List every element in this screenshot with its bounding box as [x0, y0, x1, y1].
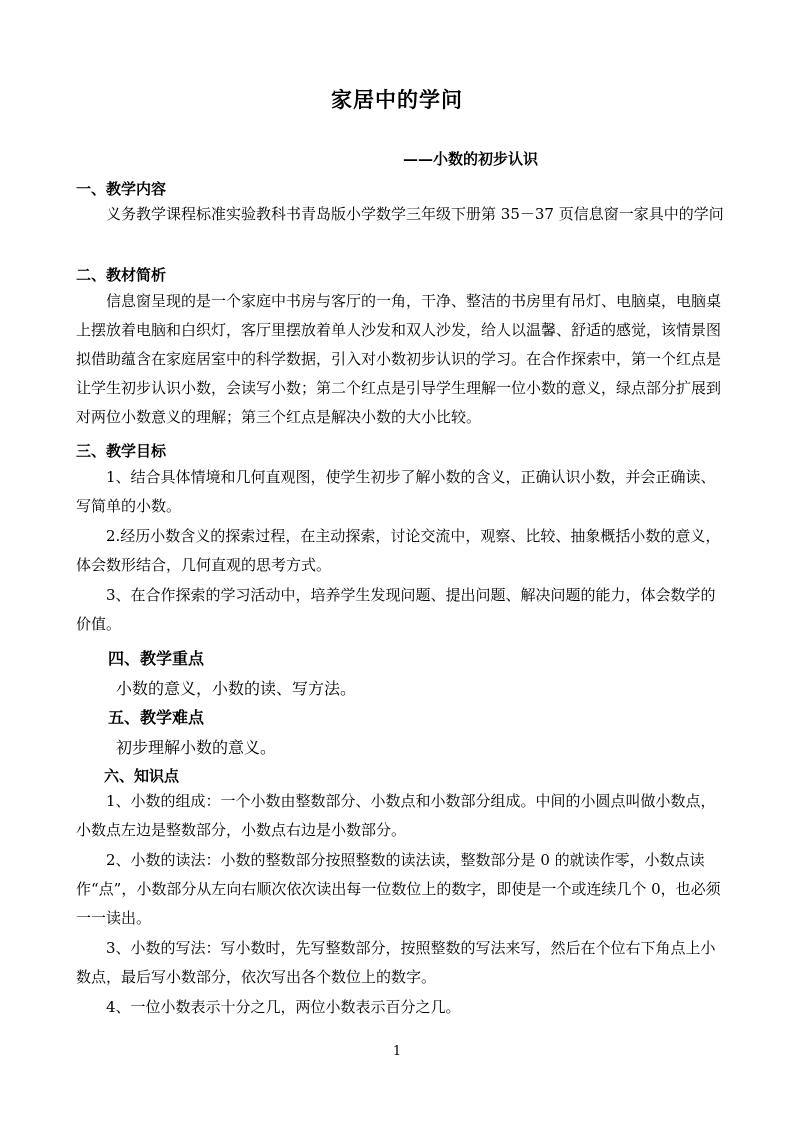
document-subtitle: ——小数的初步认识 [403, 150, 539, 168]
page-number: 1 [392, 1044, 402, 1059]
section-6-paragraph-3: 3、小数的写法：写小数时，先写整数部分，按照整数的写法来写，然后在个位右下角点上小数点，最后写小数部分，依次写出各个数位上的数字。 [76, 939, 716, 986]
section-3-heading: 三、教学目标 [76, 442, 167, 460]
section-3-paragraph-2: 2.经历小数含义的探索过程，在主动探索，讨论交流中，观察、比较、抽象概括小数的意义，体会数形结合，几何直观的思考方式。 [76, 527, 721, 574]
section-6-paragraph-2: 2、小数的读法：小数的整数部分按照整数的读法读，整数部分是 0 的就读作零，小数点读作“点”，小数部分从左向右顺次依次读出每一位数位上的数字，即使是一个或连续几个 0，也必须一一读出。 [76, 851, 721, 927]
section-1-paragraph: 义务教学课程标准实验教科书青岛版小学数学三年级下册第 35－37 页信息窗一家具中的学问 [106, 205, 724, 223]
section-6-heading: 六、知识点 [104, 767, 180, 785]
section-2-heading: 二、教材简析 [76, 266, 167, 284]
section-5-heading: 五、教学难点 [108, 708, 205, 727]
section-4-heading: 四、教学重点 [108, 649, 205, 668]
section-3-paragraph-3: 3、在合作探索的学习活动中，培养学生发现问题、提出问题、解决问题的能力，体会数学的价值。 [76, 586, 716, 633]
section-1-heading: 一、教学内容 [76, 180, 167, 198]
document-title: 家居中的学问 [331, 87, 463, 112]
section-6-paragraph-1: 1、小数的组成：一个小数由整数部分、小数点和小数部分组成。中间的小圆点叫做小数点，小数点左边是整数部分，小数点右边是小数部分。 [76, 792, 716, 839]
section-6-paragraph-4: 4、一位小数表示十分之几，两位小数表示百分之几。 [106, 998, 461, 1016]
section-4-text: 小数的意义，小数的读、写方法。 [116, 679, 357, 698]
section-2-paragraph: 信息窗呈现的是一个家庭中书房与客厅的一角，干净、整洁的书房里有吊灯、电脑桌，电脑桌上摆放着电脑和白织灯，客厅里摆放着单人沙发和双人沙发，给人以温馨、舒适的感觉，该情景图拟借助蕴含在家庭居室中的科学数据，引入对小数初步认识的学习。在合作探索中，第一个红点是让学生初步认识小数，会读写小数；第二个红点是引导学生理解一位小数的意义，绿点部分扩展到对两位小数意义的理解；第三个红点是解决小数的大小比较。 [76, 292, 722, 426]
section-5-text: 初步理解小数的意义。 [116, 738, 277, 757]
section-3-paragraph-1: 1、结合具体情境和几何直观图，使学生初步了解小数的含义，正确认识小数，并会正确读、写简单的小数。 [76, 468, 716, 515]
